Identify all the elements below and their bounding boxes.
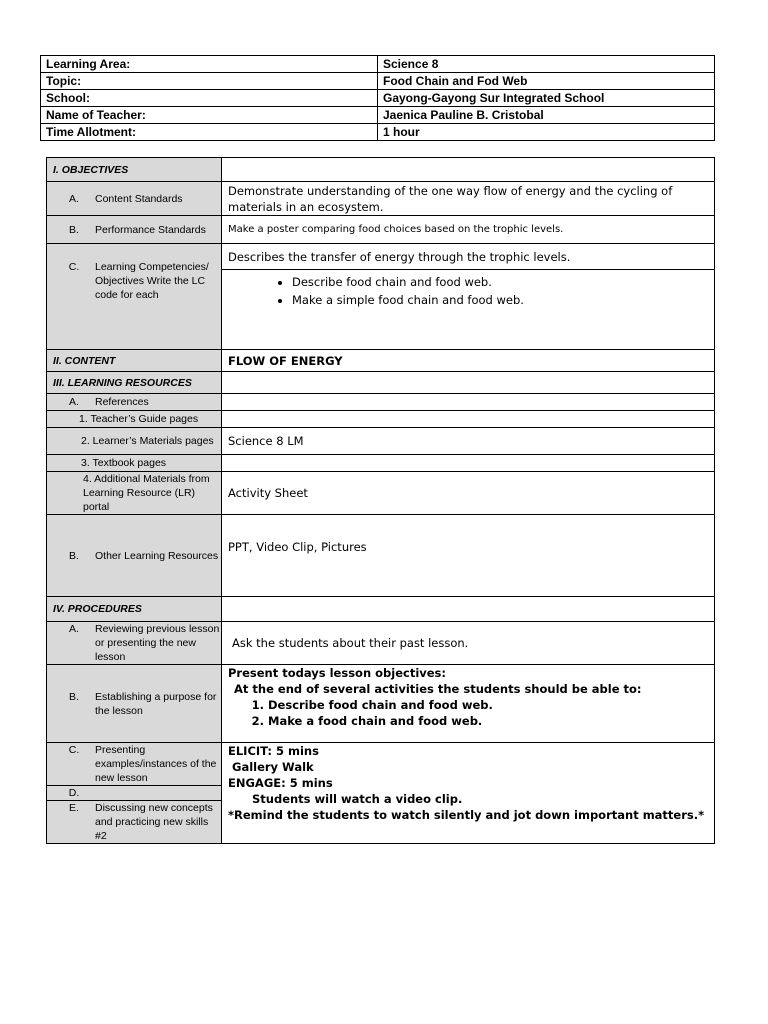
value-lm-pages: Science 8 LM [222,428,715,455]
empty-cell [222,597,715,622]
label-competencies [47,244,222,350]
elicit-line: ELICIT: 5 mins [228,744,319,758]
value-textbook [222,455,715,472]
header-info-table [40,55,715,141]
item-letter: B. [69,549,79,562]
proc-b-line2: At the end of several activities the students should be able to: [234,682,642,696]
item-letter: A. [69,623,79,635]
section-row-objectives [47,158,715,182]
row-lm-pages [47,428,715,455]
proc-b-line1: Present todays lesson objectives: [228,666,447,680]
label-proc-e [47,801,222,844]
label-additional: 4. Additional Materials from Learning Resource (LR) portal [47,472,222,515]
row-proc-b [47,665,715,743]
section-title-objectives: I. OBJECTIVES [47,158,222,182]
list-item: • Make a simple food chain and food web. [292,292,708,308]
section-title-content: II. CONTENT [47,350,222,372]
header-label: Learning Area: [41,56,378,73]
value-additional: Activity Sheet [222,472,715,515]
row-tg-pages [47,411,715,428]
label-proc-a [47,622,222,665]
label-textbook: 3. Textbook pages [47,455,222,472]
value-proc-cde [222,743,715,844]
row-content-standards [47,182,715,216]
empty-cell [222,394,715,411]
header-value: Science 8 [378,56,715,73]
header-label: Topic: [41,73,378,90]
header-value: Jaenica Pauline B. Cristobal [378,107,715,124]
item-letter: B. [69,690,79,703]
item-label: Learning Competencies/ Objectives Write the LC code for each [95,261,209,301]
value-content-standards: Demonstrate understanding of the one way flow of energy and the cycling of materials in an ecosystem. [222,182,715,216]
watch-line: Students will watch a video clip. [252,792,463,806]
section-title-procedures: IV. PROCEDURES [47,597,222,622]
section-title-resources: III. LEARNING RESOURCES [47,372,222,394]
row-other-resources [47,515,715,597]
header-label: School: [41,90,378,107]
list-item: • Describe food chain and food web. [292,274,708,290]
label-proc-c [47,743,222,786]
item-letter: A. [69,396,79,408]
gallery-line: Gallery Walk [232,760,314,774]
proc-b-list [228,697,708,729]
row-performance-standards [47,216,715,244]
row-textbook [47,455,715,472]
label-tg-pages: 1. Teacher’s Guide pages [47,411,222,428]
item-label: Reviewing previous lesson or presenting the new lesson [95,623,220,663]
item-label: Discussing new concepts and practicing new skills #2 [95,802,213,842]
row-proc-a [47,622,715,665]
header-row [41,107,715,124]
label-proc-d [47,786,222,801]
label-content-standards [47,182,222,216]
section-row-resources [47,372,715,394]
item-letter: B. [69,223,79,236]
label-references [47,394,222,411]
item-letter: C. [68,744,80,756]
lesson-plan-table [46,157,715,844]
value-performance-standards: Make a poster comparing food choices based on the trophic levels. [222,216,715,244]
row-additional [47,472,715,515]
header-row [41,73,715,90]
engage-line: ENGAGE: 5 mins [228,776,333,790]
value-tg-pages [222,411,715,428]
list-item: 1. Describe food chain and food web. [268,697,708,713]
item-label: Performance Standards [95,223,206,236]
header-value: 1 hour [378,124,715,141]
item-label: Other Learning Resources [95,549,219,562]
label-proc-b [47,665,222,743]
section-row-procedures [47,597,715,622]
item-label: Establishing a purpose for the lesson [95,690,217,717]
row-competencies-main [47,244,715,270]
value-competencies: Describes the transfer of energy through the trophic levels. [222,244,715,270]
item-label: Content Standards [95,192,183,205]
item-letter: C. [68,261,80,273]
competencies-bullets-cell [222,270,715,350]
section-row-content [47,350,715,372]
row-proc-c [47,743,715,786]
header-row [41,124,715,141]
header-label: Time Allotment: [41,124,378,141]
header-row [41,56,715,73]
header-label: Name of Teacher: [41,107,378,124]
value-content: FLOW OF ENERGY [222,350,715,372]
empty-cell [222,158,715,182]
list-item: 2. Make a food chain and food web. [268,713,708,729]
header-value: Gayong-Gayong Sur Integrated School [378,90,715,107]
header-value: Food Chain and Fod Web [378,73,715,90]
item-label: Presenting examples/instances of the new lesson [95,744,217,784]
competencies-bullet-list [228,274,708,308]
empty-cell [222,372,715,394]
value-proc-b [222,665,715,743]
item-letter: E. [69,802,79,814]
value-other-resources: PPT, Video Clip, Pictures [222,515,715,597]
item-label: References [95,396,149,408]
item-letter: D. [68,787,80,799]
label-performance-standards [47,216,222,244]
label-lm-pages: 2. Learner’s Materials pages [47,428,222,455]
row-references [47,394,715,411]
value-proc-a: Ask the students about their past lesson. [222,622,715,665]
header-row [41,90,715,107]
remind-line: *Remind the students to watch silently and jot down important matters.* [228,808,705,822]
label-other-resources [47,515,222,597]
item-letter: A. [69,192,79,205]
